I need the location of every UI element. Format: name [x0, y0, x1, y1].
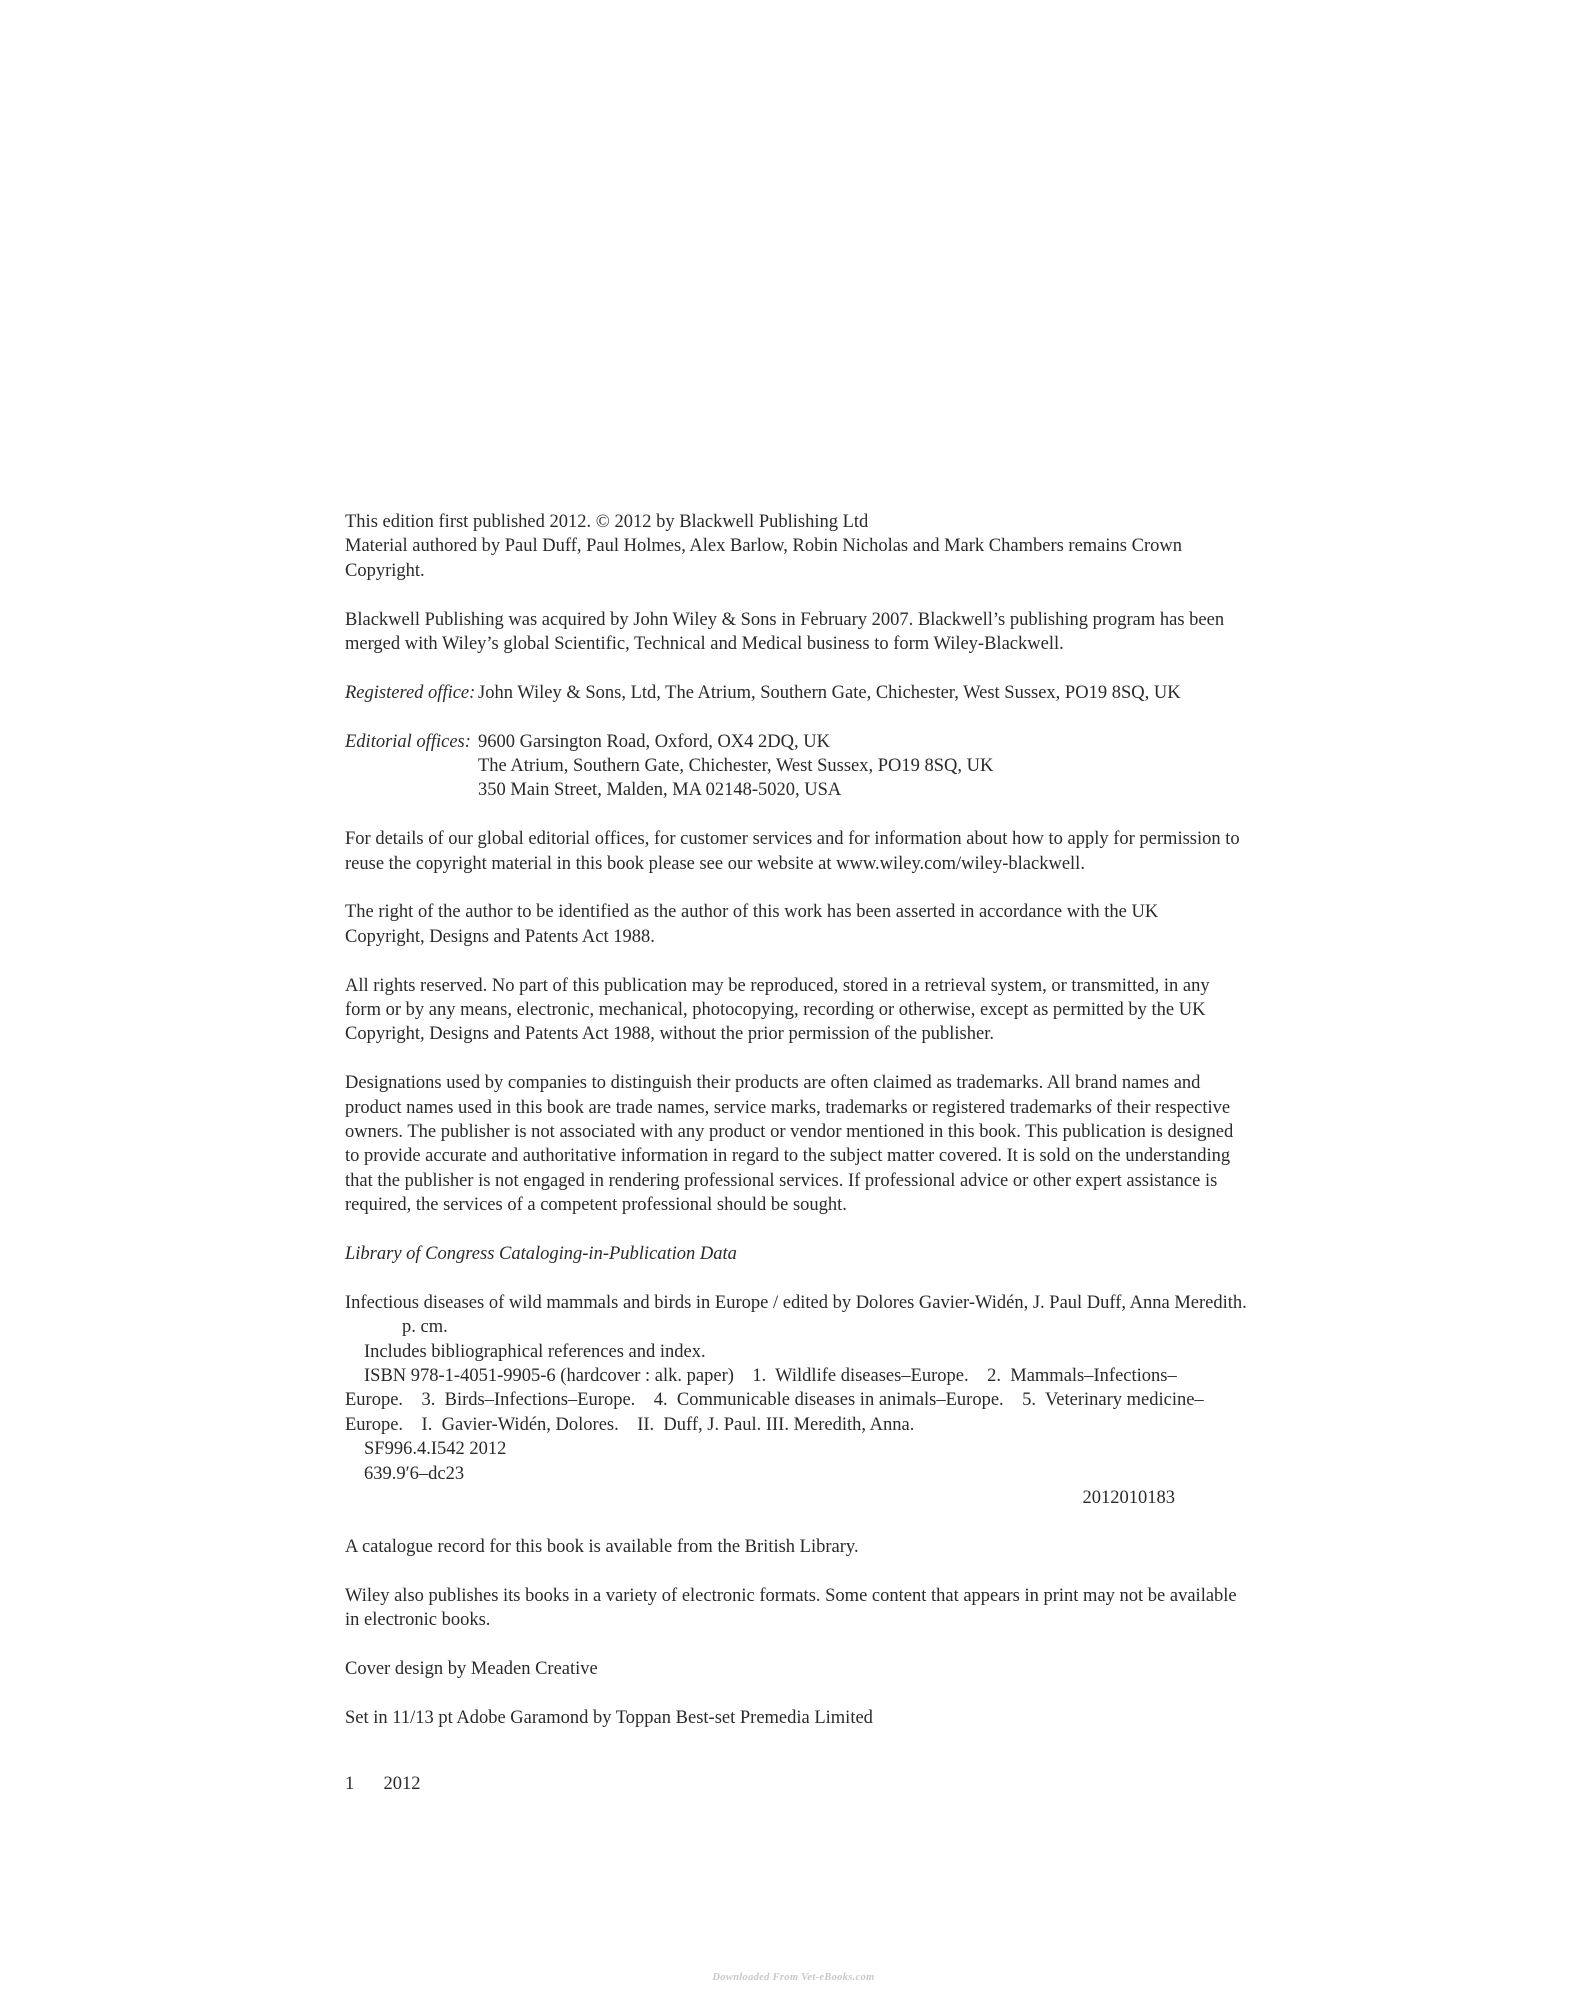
text-line: For details of our global editorial offices, for customer services and for information about how to apply for permission to [345, 829, 1240, 850]
rights-reserved-notice [345, 974, 1265, 1047]
printing-line: 1 2012 [345, 1774, 421, 1794]
text-line: John Wiley & Sons, Ltd, The Atrium, Southern Gate, Chichester, West Sussex, PO19 8SQ, UK [478, 682, 1181, 703]
text-line: to provide accurate and authoritative information in regard to the subject matter covered. It is sold on the understanding [345, 1146, 1231, 1167]
cip-lccn: 2012010183 [1082, 1488, 1175, 1509]
text-line: product names used in this book are trade names, service marks, trademarks or registered trademarks of their respective [345, 1097, 1231, 1118]
cip-title-line: Infectious diseases of wild mammals and birds in Europe / edited by Dolores Gavier-Widén, J. Paul Duff, Anna Meredith. [345, 1292, 1247, 1313]
text-line: 350 Main Street, Malden, MA 02148-5020, USA [478, 780, 842, 801]
cip-classification: SF996.4.I542 2012 [364, 1439, 507, 1460]
trademark-notice [345, 1071, 1265, 1217]
text-line: Designations used by companies to distinguish their products are often claimed as trademarks. All brand names and [345, 1073, 1201, 1094]
copyright-notice [345, 510, 1265, 583]
editorial-offices [345, 730, 1265, 803]
cover-design-credit: Cover design by Meaden Creative [345, 1658, 598, 1679]
text-line: Material authored by Paul Duff, Paul Holmes, Alex Barlow, Robin Nicholas and Mark Chambers remains Crown [345, 536, 1182, 557]
cip-subject-line: Europe. I. Gavier-Widén, Dolores. II. Duff, J. Paul. III. Meredith, Anna. [345, 1414, 915, 1435]
text-line: Copyright, Designs and Patents Act 1988. [345, 926, 655, 947]
text-line: merged with Wiley’s global Scientific, Technical and Medical business to form Wiley-Blackwell. [345, 634, 1064, 655]
text-line: Blackwell Publishing was acquired by John Wiley & Sons in February 2007. Blackwell’s publishing program has been [345, 609, 1225, 630]
text-line: Copyright, Designs and Patents Act 1988, without the prior permission of the publisher. [345, 1024, 994, 1045]
editorial-offices-addresses [478, 730, 993, 803]
download-watermark: Downloaded From Vet-eBooks.com [712, 1972, 875, 1983]
registered-office [345, 681, 1265, 705]
text-line: in electronic books. [345, 1610, 491, 1631]
author-right-notice [345, 900, 1265, 949]
text-line: required, the services of a competent professional should be sought. [345, 1195, 847, 1216]
cip-isbn-line: ISBN 978-1-4051-9905-6 (hardcover : alk. paper) 1. Wildlife diseases–Europe. 2. Mammals–Infections– [364, 1366, 1177, 1387]
text-line: form or by any means, electronic, mechanical, photocopying, recording or otherwise, except as permitted by the UK [345, 1000, 1206, 1021]
text-line: Copyright. [345, 560, 425, 581]
acquisition-notice [345, 608, 1265, 657]
cip-subject-line: Europe. 3. Birds–Infections–Europe. 4. Communicable diseases in animals–Europe. 5. Veterinary medicine– [345, 1390, 1204, 1411]
imprint-block [345, 510, 1265, 1730]
cip-pages: p. cm. [402, 1317, 448, 1338]
typesetting-credit: Set in 11/13 pt Adobe Garamond by Toppan Best-set Premedia Limited [345, 1707, 873, 1728]
cip-record [345, 1291, 1265, 1511]
electronic-formats-notice [345, 1584, 1265, 1633]
cip-heading: Library of Congress Cataloging-in-Publication Data [345, 1244, 737, 1265]
text-line: Wiley also publishes its books in a variety of electronic formats. Some content that appears in print may not be available [345, 1585, 1237, 1606]
cip-dewey: 639.9′6–dc23 [364, 1463, 465, 1484]
text-line: All rights reserved. No part of this publication may be reproduced, stored in a retrieval system, or transmitted, in any [345, 975, 1210, 996]
british-library-notice: A catalogue record for this book is available from the British Library. [345, 1536, 859, 1557]
editorial-offices-label: Editorial offices: [345, 731, 471, 752]
registered-office-address [478, 681, 1181, 705]
text-line: owners. The publisher is not associated with any product or vendor mentioned in this book. This publication is designed [345, 1122, 1234, 1143]
registered-office-label: Registered office: [345, 682, 476, 703]
text-line: The Atrium, Southern Gate, Chichester, West Sussex, PO19 8SQ, UK [478, 756, 994, 777]
cip-bibliography: Includes bibliographical references and index. [364, 1341, 706, 1362]
text-line: This edition first published 2012. © 2012 by Blackwell Publishing Ltd [345, 512, 869, 532]
editorial-details-notice [345, 827, 1265, 876]
text-line: reuse the copyright material in this book please see our website at www.wiley.com/wiley-blackwell. [345, 853, 1085, 874]
text-line: The right of the author to be identified as the author of this work has been asserted in accordance with the UK [345, 902, 1159, 923]
text-line: that the publisher is not engaged in rendering professional services. If professional advice or other expert assistance is [345, 1170, 1218, 1191]
text-line: 9600 Garsington Road, Oxford, OX4 2DQ, UK [478, 731, 830, 752]
